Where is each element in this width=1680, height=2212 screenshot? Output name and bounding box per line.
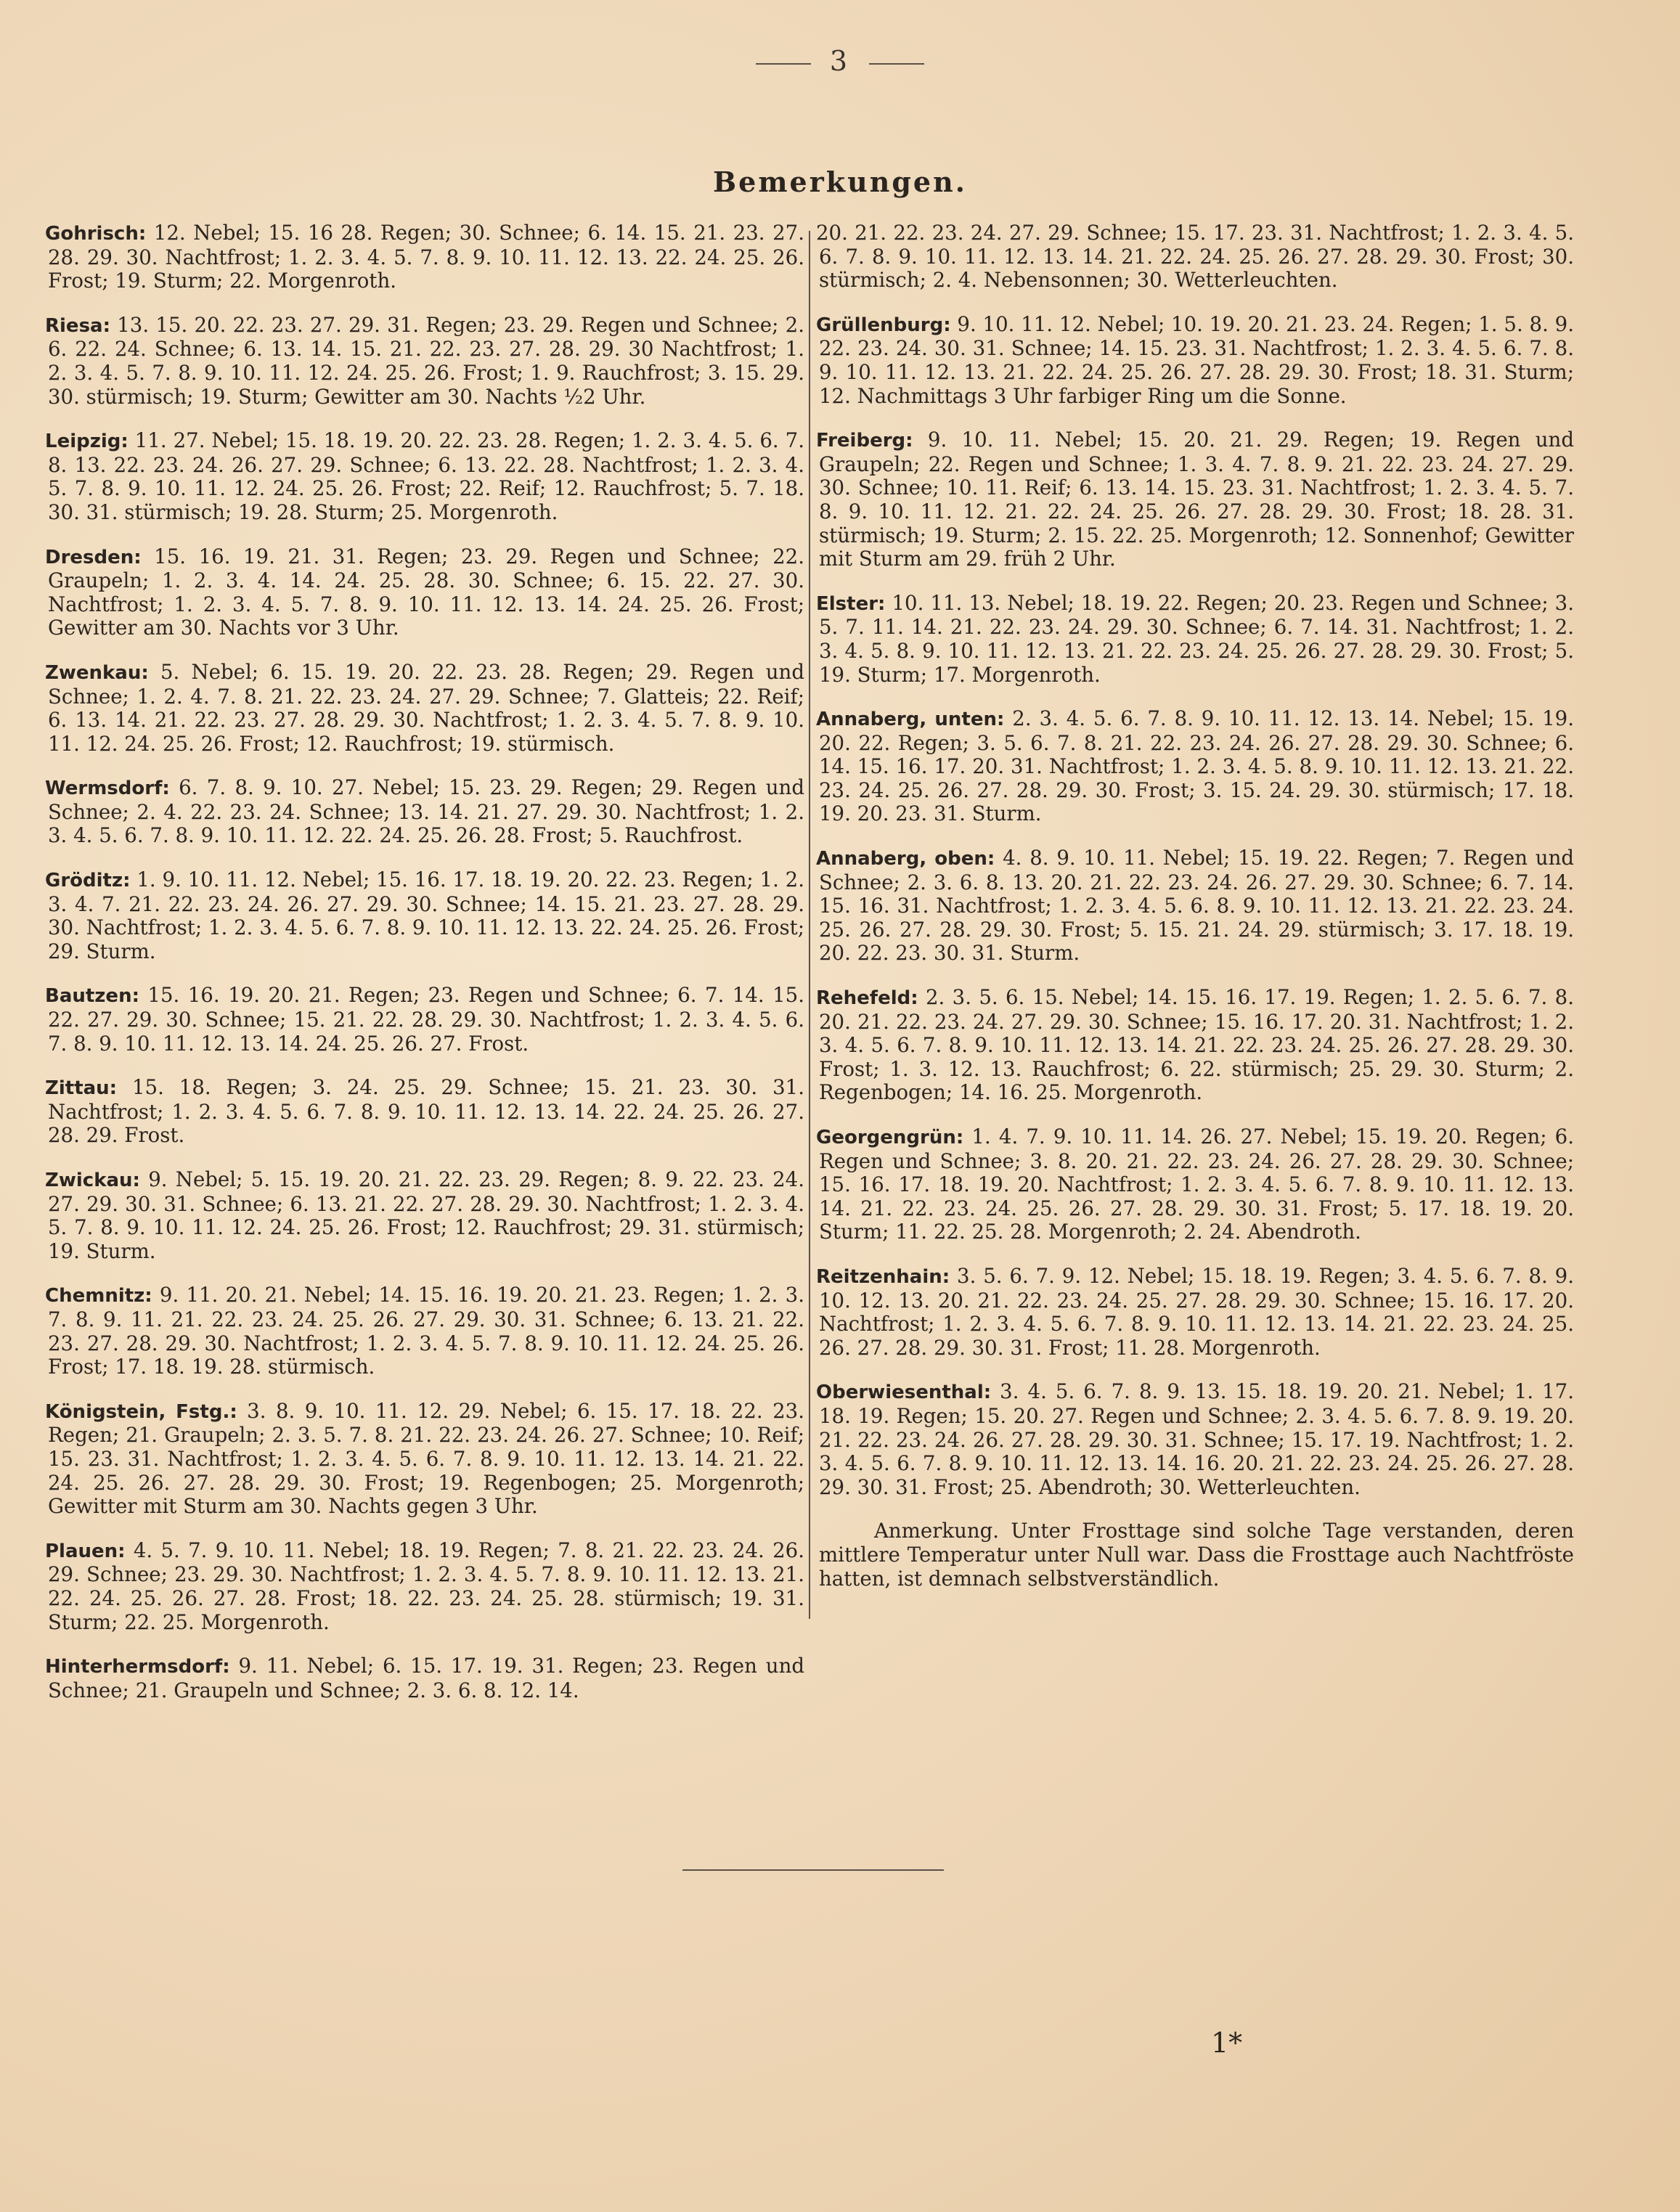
station-name: Georgengrün:	[816, 1127, 964, 1148]
station-entry	[816, 1379, 1574, 1499]
station-entry	[45, 983, 804, 1056]
station-name: Hinterhermsdorf:	[45, 1656, 230, 1678]
station-entry	[45, 544, 804, 640]
station-name: Chemnitz:	[45, 1285, 152, 1307]
station-name: Leipzig:	[45, 430, 129, 453]
station-remarks: 5. Nebel; 6. 15. 19. 20. 22. 23. 28. Regen; 29. Regen und Schnee; 1. 2. 4. 7. 8. 21. 22. 23. 24. 27. 29. Schnee; 7. Glatteis; 22. Reif; 6. 13. 14. 21. 22. 23. 27. 28. 29. 30. Nachtfrost; 1. 2. 3. 4. 5. 7. 8. 9. 10. 11. 12. 24. 25. 26. Frost; 12. Rauchfrost; 19. stürmisch.	[48, 659, 804, 756]
station-name: Oberwiesenthal:	[816, 1382, 992, 1404]
signature-mark: 1*	[1211, 2027, 1243, 2059]
station-remarks: 11. 27. Nebel; 15. 18. 19. 20. 22. 23. 28. Regen; 1. 2. 3. 4. 5. 6. 7. 8. 13. 22. 23. 24. 26. 27. 29. Schnee; 6. 13. 22. 28. Nachtfrost; 1. 2. 3. 4. 5. 7. 8. 9. 10. 11. 12. 24. 25. 26. Frost; 22. Reif; 12. Rauchfrost; 5. 7. 18. 30. 31. stürmisch; 19. 28. Sturm; 25. Morgenroth.	[48, 428, 804, 524]
station-entry	[45, 221, 804, 293]
station-remarks: 2. 3. 4. 5. 6. 7. 8. 9. 10. 11. 12. 13. 14. Nebel; 15. 19. 20. 22. Regen; 3. 5. 6. 7. 8. 21. 22. 23. 24. 26. 27. 28. 29. 30. Schnee; 6. 14. 15. 16. 17. 20. 31. Nachtfrost; 1. 2. 3. 4. 5. 8. 9. 10. 11. 12. 13. 21. 22. 23. 24. 25. 26. 27. 28. 29. 30. Frost; 3. 15. 24. 29. 30. stürmisch; 17. 18. 19. 20. 23. 31. Sturm.	[819, 706, 1574, 826]
station-remarks: 15. 16. 19. 21. 31. Regen; 23. 29. Regen und Schnee; 22. Graupeln; 1. 2. 3. 4. 14. 24. 25. 28. 30. Schnee; 6. 15. 22. 27. 30. Nachtfrost; 1. 2. 3. 4. 5. 7. 8. 9. 10. 11. 12. 13. 14. 24. 25. 26. Frost; Gewitter am 30. Nachts vor 3 Uhr.	[48, 544, 804, 640]
station-name: Grüllenburg:	[816, 314, 951, 336]
station-name: Riesa:	[45, 314, 110, 337]
station-remarks: 9. 11. Nebel; 6. 15. 17. 19. 31. Regen; 23. Regen und Schnee; 21. Graupeln und Schnee; 2. 3. 6. 8. 12. 14.	[48, 1654, 804, 1702]
page-number: 3	[0, 45, 1680, 77]
station-remarks: 9. Nebel; 5. 15. 19. 20. 21. 22. 23. 29. Regen; 8. 9. 22. 23. 24. 27. 29. 30. 31. Schnee; 6. 13. 21. 22. 27. 28. 29. 30. Nachtfrost; 1. 2. 3. 4. 5. 7. 8. 9. 10. 11. 12. 24. 25. 26. Frost; 12. Rauchfrost; 29. 31. stürmisch; 19. Sturm.	[48, 1167, 804, 1263]
station-entry	[816, 706, 1574, 826]
station-name: Wermsdorf:	[45, 778, 170, 800]
station-entry	[45, 1075, 804, 1148]
station-name: Reitzenhain:	[816, 1265, 950, 1288]
station-entry	[45, 1167, 804, 1263]
station-remarks: 3. 8. 9. 10. 11. 12. 29. Nebel; 6. 15. 17. 18. 22. 23. Regen; 21. Graupeln; 2. 3. 5. 7. 8. 21. 22. 23. 24. 26. 27. Schnee; 10. Reif; 15. 23. 31. Nachtfrost; 1. 2. 3. 4. 5. 6. 7. 8. 9. 10. 11. 12. 13. 14. 21. 22. 24. 25. 26. 27. 28. 29. 30. Frost; 19. Regenbogen; 25. Morgenroth; Gewitter mit Sturm am 30. Nachts gegen 3 Uhr.	[48, 1398, 804, 1519]
station-entry	[45, 868, 804, 963]
left-column	[45, 221, 804, 1723]
right-column	[816, 221, 1575, 1611]
station-remarks: 4. 8. 9. 10. 11. Nebel; 15. 19. 22. Regen; 7. Regen und Schnee; 2. 3. 6. 8. 13. 20. 21. 22. 23. 24. 26. 27. 29. 30. Schnee; 6. 7. 14. 15. 16. 31. Nachtfrost; 1. 2. 3. 4. 5. 6. 8. 9. 10. 11. 12. 13. 21. 22. 23. 24. 25. 26. 27. 28. 29. 30. Frost; 5. 15. 21. 24. 29. stürmisch; 3. 17. 18. 19. 20. 22. 23. 30. 31. Sturm.	[819, 846, 1575, 966]
station-entry	[45, 659, 804, 756]
station-entry	[816, 985, 1574, 1105]
footnote: Anmerkung. Unter Frosttage sind solche Tage verstanden, deren mittlere Temperatur unter Null war. Dass die Frosttage auch Nachtfröste hatten, ist demnach selbstverständlich.	[819, 1519, 1574, 1591]
station-name: Annaberg, oben:	[816, 848, 995, 870]
station-entry	[45, 1398, 804, 1519]
station-name: Annaberg, unten:	[816, 709, 1005, 731]
station-remarks: 2. 3. 5. 6. 15. Nebel; 14. 15. 16. 17. 19. Regen; 1. 2. 5. 6. 7. 8. 20. 21. 22. 23. 24. 27. 29. 30. Schnee; 15. 16. 17. 20. 31. Nachtfrost; 1. 2. 3. 4. 5. 6. 7. 8. 9. 10. 11. 12. 13. 14. 21. 22. 23. 24. 25. 26. 27. 28. 29. 30. Frost; 1. 3. 12. 13. Rauchfrost; 6. 22. stürmisch; 25. 29. 30. Sturm; 2. Regenbogen; 14. 16. 25. Morgenroth.	[819, 985, 1574, 1105]
station-entry	[816, 1125, 1574, 1244]
station-remarks: 9. 11. 20. 21. Nebel; 14. 15. 16. 19. 20. 21. 23. Regen; 1. 2. 3. 7. 8. 9. 11. 21. 22. 23. 24. 25. 26. 27. 29. 30. 31. Schnee; 6. 13. 21. 22. 23. 27. 28. 29. 30. Nachtfrost; 1. 2. 3. 4. 5. 7. 8. 9. 10. 11. 12. 24. 25. 26. Frost; 17. 18. 19. 28. stürmisch.	[48, 1283, 804, 1379]
station-name: Königstein, Fstg.:	[45, 1400, 237, 1423]
station-remarks: 4. 5. 7. 9. 10. 11. Nebel; 18. 19. Regen; 7. 8. 21. 22. 23. 24. 26. 29. Schnee; 23. 29. 30. Nachtfrost; 1. 2. 3. 4. 5. 7. 8. 9. 10. 11. 12. 13. 21. 22. 24. 25. 26. 27. 28. Frost; 18. 22. 23. 24. 25. 28. stürmisch; 19. 31. Sturm; 22. 25. Morgenroth.	[48, 1538, 804, 1634]
station-name: Freiberg:	[816, 430, 913, 452]
continued-entry: 20. 21. 22. 23. 24. 27. 29. Schnee; 15. 17. 23. 31. Nachtfrost; 1. 2. 3. 4. 5. 6. 7. 8. 9. 10. 11. 12. 13. 14. 21. 22. 24. 25. 26. 27. 28. 29. 30. Frost; 30. stürmisch; 2. 4. Nebensonnen; 30. Wetterleuchten.	[816, 221, 1574, 293]
station-remarks: 9. 10. 11. 12. Nebel; 10. 19. 20. 21. 23. 24. Regen; 1. 5. 8. 9. 22. 23. 24. 30. 31. Schnee; 14. 15. 23. 31. Nachtfrost; 1. 2. 3. 4. 5. 6. 7. 8. 9. 10. 11. 12. 13. 21. 22. 24. 25. 26. 27. 28. 29. 30. Frost; 18. 31. Sturm; 12. Nachmittags 3 Uhr farbiger Ring um die Sonne.	[819, 311, 1574, 408]
station-remarks: 15. 16. 19. 20. 21. Regen; 23. Regen und Schnee; 6. 7. 14. 15. 22. 27. 29. 30. Schnee; 15. 21. 22. 28. 29. 30. Nachtfrost; 1. 2. 3. 4. 5. 6. 7. 8. 9. 10. 11. 12. 13. 14. 24. 25. 26. 27. Frost.	[48, 983, 804, 1056]
station-remarks: 3. 5. 6. 7. 9. 12. Nebel; 15. 18. 19. Regen; 3. 4. 5. 6. 7. 8. 9. 10. 12. 13. 20. 21. 22. 23. 24. 25. 27. 28. 29. 30. Schnee; 15. 16. 17. 20. Nachtfrost; 1. 2. 3. 4. 5. 6. 7. 8. 9. 10. 11. 12. 13. 14. 21. 22. 23. 24. 25. 26. 27. 28. 29. 30. 31. Frost; 11. 28. Morgenroth.	[819, 1263, 1574, 1360]
station-name: Zwickau:	[45, 1170, 140, 1191]
station-remarks: 3. 4. 5. 6. 7. 8. 9. 13. 15. 18. 19. 20. 21. Nebel; 1. 17. 18. 19. Regen; 15. 20. 27. Regen und Schnee; 2. 3. 4. 5. 6. 7. 8. 9. 19. 20. 21. 22. 23. 24. 26. 27. 28. 29. 30. 31. Schnee; 15. 17. 19. Nachtfrost; 1. 2. 3. 4. 5. 6. 7. 8. 9. 10. 11. 12. 13. 14. 16. 20. 21. 22. 23. 24. 25. 26. 27. 28. 29. 30. 31. Frost; 25. Abendroth; 30. Wetterleuchten.	[819, 1379, 1574, 1499]
station-name: Zittau:	[45, 1077, 118, 1100]
station-name: Zwenkau:	[45, 661, 149, 684]
station-entry	[816, 590, 1574, 687]
station-entry	[45, 312, 804, 409]
station-remarks: 1. 4. 7. 9. 10. 11. 14. 26. 27. Nebel; 15. 19. 20. Regen; 6. Regen und Schnee; 3. 8. 20. 21. 22. 23. 24. 26. 27. 28. 29. 30. Schnee; 15. 16. 17. 18. 19. 20. Nachtfrost; 1. 2. 3. 4. 5. 6. 7. 8. 9. 10. 11. 12. 13. 14. 21. 22. 23. 24. 25. 26. 27. 28. 29. 30. 31. Frost; 5. 17. 18. 19. 20. Sturm; 11. 22. 25. 28. Morgenroth; 2. 24. Abendroth.	[819, 1125, 1574, 1244]
column-divider	[809, 231, 810, 1619]
station-name: Gröditz:	[45, 870, 131, 892]
station-remarks: 10. 11. 13. Nebel; 18. 19. 22. Regen; 20. 23. Regen und Schnee; 3. 5. 7. 11. 14. 21. 22. 23. 24. 29. 30. Schnee; 6. 7. 14. 31. Nachtfrost; 1. 2. 3. 4. 5. 8. 9. 10. 11. 12. 13. 21. 22. 23. 24. 25. 26. 27. 28. 29. 30. Frost; 5. 19. Sturm; 17. Morgenroth.	[819, 590, 1574, 687]
station-name: Elster:	[816, 592, 886, 615]
station-entry	[45, 1538, 804, 1634]
station-entry	[816, 428, 1574, 571]
station-name: Dresden:	[45, 546, 142, 568]
station-entry	[816, 1263, 1574, 1360]
station-remarks: 12. Nebel; 15. 16 28. Regen; 30. Schnee; 6. 14. 15. 21. 23. 27. 28. 29. 30. Nachtfrost; 1. 2. 3. 4. 5. 7. 8. 9. 10. 11. 12. 13. 22. 24. 25. 26. Frost; 19. Sturm; 22. Morgenroth.	[48, 221, 804, 293]
page-title: Bemerkungen.	[713, 166, 967, 198]
station-entry	[45, 428, 804, 524]
station-remarks: 1. 9. 10. 11. 12. Nebel; 15. 16. 17. 18. 19. 20. 22. 23. Regen; 1. 2. 3. 4. 7. 21. 22. 23. 24. 26. 27. 29. 30. Schnee; 14. 15. 21. 23. 27. 28. 29. 30. Nachtfrost; 1. 2. 3. 4. 5. 6. 7. 8. 9. 10. 11. 12. 13. 22. 24. 25. 26. Frost; 29. Sturm.	[48, 868, 804, 963]
station-entry	[45, 775, 804, 848]
station-entry	[816, 846, 1575, 966]
station-remarks: 6. 7. 8. 9. 10. 27. Nebel; 15. 23. 29. Regen; 29. Regen und Schnee; 2. 4. 22. 23. 24. Schnee; 13. 14. 21. 27. 29. 30. Nachtfrost; 1. 2. 3. 4. 5. 6. 7. 8. 9. 10. 11. 12. 22. 24. 25. 26. 28. Frost; 5. Rauchfrost.	[48, 775, 804, 848]
station-name: Rehefeld:	[816, 987, 918, 1010]
end-rule	[682, 1869, 944, 1871]
station-name: Gohrisch:	[45, 223, 147, 245]
station-remarks: 15. 18. Regen; 3. 24. 25. 29. Schnee; 15. 21. 23. 30. 31. Nachtfrost; 1. 2. 3. 4. 5. 6. 7. 8. 9. 10. 11. 12. 13. 14. 22. 24. 25. 26. 27. 28. 29. Frost.	[48, 1075, 804, 1148]
station-entry	[45, 1283, 804, 1379]
station-name: Plauen:	[45, 1540, 126, 1562]
station-remarks: 9. 10. 11. Nebel; 15. 20. 21. 29. Regen; 19. Regen und Graupeln; 22. Regen und Schnee; 1. 3. 4. 7. 8. 9. 21. 22. 23. 24. 27. 29. 30. Schnee; 10. 11. Reif; 6. 13. 14. 15. 23. 31. Nachtfrost; 1. 2. 3. 4. 5. 7. 8. 9. 10. 11. 12. 21. 22. 24. 25. 26. 27. 28. 29. 30. Frost; 18. 28. 31. stürmisch; 19. Sturm; 2. 15. 22. 25. Morgenroth; 12. Sonnenhof; Gewitter mit Sturm am 29. früh 2 Uhr.	[819, 428, 1574, 571]
station-entry	[816, 311, 1574, 408]
station-remarks: 13. 15. 20. 22. 23. 27. 29. 31. Regen; 23. 29. Regen und Schnee; 2. 6. 22. 24. Schnee; 6. 13. 14. 15. 21. 22. 23. 27. 28. 29. 30 Nachtfrost; 1. 2. 3. 4. 5. 7. 8. 9. 10. 11. 12. 24. 25. 26. Frost; 1. 9. Rauchfrost; 3. 15. 29. 30. stürmisch; 19. Sturm; Gewitter am 30. Nachts ½2 Uhr.	[48, 312, 804, 409]
station-name: Bautzen:	[45, 985, 139, 1008]
station-entry	[45, 1654, 804, 1702]
